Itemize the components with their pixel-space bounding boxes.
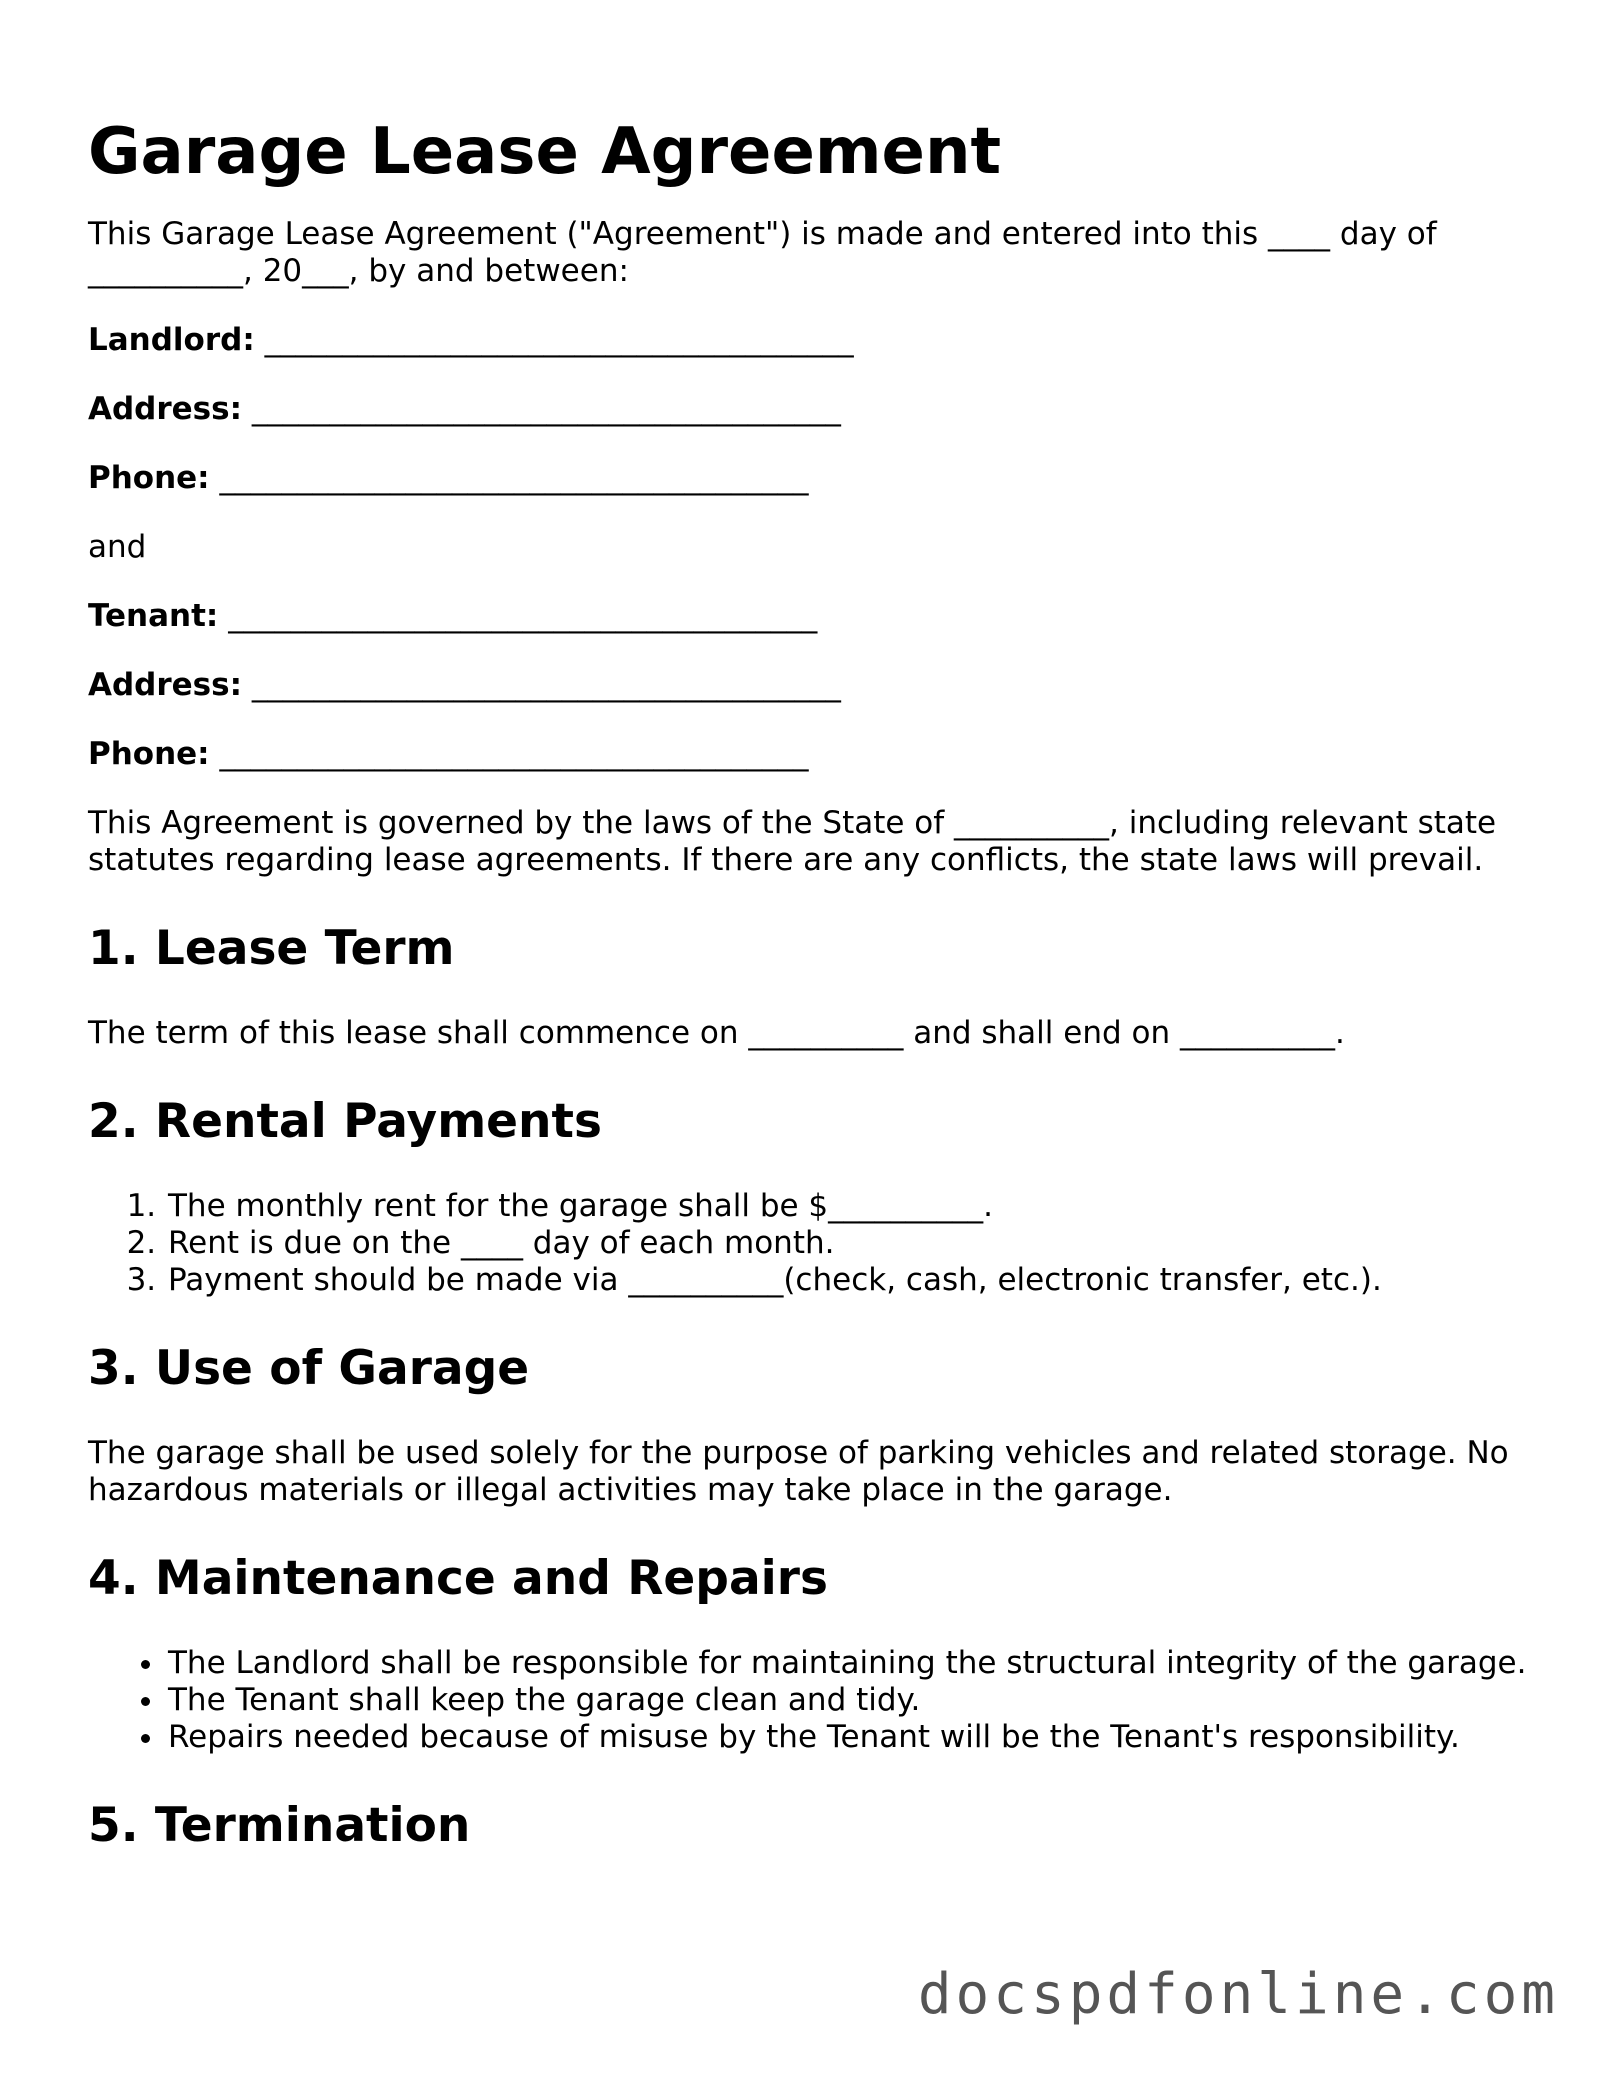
rental-payments-list bbox=[88, 1188, 1528, 1299]
landlord-address-blank: ______________________________________ bbox=[251, 391, 841, 427]
tenant-address-field bbox=[88, 667, 1528, 704]
lease-term-paragraph: The term of this lease shall commence on __________ and shall end on __________. bbox=[88, 1015, 1345, 1051]
landlord-address-label: Address: bbox=[88, 391, 242, 427]
intro-paragraph: This Garage Lease Agreement ("Agreement") is made and entered into this ____ day of __________, 20___, by and between: bbox=[88, 216, 1437, 289]
section-heading-lease-term: 1. Lease Term bbox=[88, 921, 455, 976]
document-page bbox=[88, 110, 1528, 1892]
section-heading-use-of-garage: 3. Use of Garage bbox=[88, 1341, 530, 1396]
site-watermark: docspdfonline.com bbox=[917, 1962, 1559, 2027]
conjunction-text: and bbox=[88, 529, 147, 565]
use-of-garage-paragraph: The garage shall be used solely for the purpose of parking vehicles and related storage. No hazardous materials or illegal activities may take place in the garage. bbox=[88, 1435, 1509, 1508]
list-item: • Repairs needed because of misuse by the Tenant will be the Tenant's responsibility. bbox=[166, 1719, 1528, 1756]
tenant-phone-field bbox=[88, 736, 1528, 773]
tenant-phone-blank: ______________________________________ bbox=[219, 736, 809, 772]
landlord-phone-blank: ______________________________________ bbox=[219, 460, 809, 496]
list-item: • The Landlord shall be responsible for maintaining the structural integrity of the garage. bbox=[166, 1645, 1528, 1682]
landlord-name-blank: ______________________________________ bbox=[264, 322, 854, 358]
maintenance-list bbox=[88, 1645, 1528, 1756]
tenant-name-blank: ______________________________________ bbox=[228, 598, 818, 634]
section-heading-maintenance: 4. Maintenance and Repairs bbox=[88, 1551, 828, 1606]
tenant-address-label: Address: bbox=[88, 667, 242, 703]
section-heading-termination: 5. Termination bbox=[88, 1798, 471, 1853]
landlord-name-label: Landlord: bbox=[88, 322, 255, 358]
landlord-name-field bbox=[88, 322, 1528, 359]
document-title: Garage Lease Agreement bbox=[88, 115, 1002, 189]
list-item: 3. Payment should be made via __________(check, cash, electronic transfer, etc.). bbox=[166, 1262, 1528, 1299]
tenant-name-label: Tenant: bbox=[88, 598, 219, 634]
landlord-phone-label: Phone: bbox=[88, 460, 210, 496]
landlord-address-field bbox=[88, 391, 1528, 428]
tenant-address-blank: ______________________________________ bbox=[251, 667, 841, 703]
section-heading-rental-payments: 2. Rental Payments bbox=[88, 1094, 602, 1149]
tenant-phone-label: Phone: bbox=[88, 736, 210, 772]
list-item: 2. Rent is due on the ____ day of each month. bbox=[166, 1225, 1528, 1262]
governing-law-paragraph: This Agreement is governed by the laws of the State of __________, including relevant state statutes regarding lease agreements. If there are any conflicts, the state laws will prevail. bbox=[88, 805, 1497, 878]
list-item: • The Tenant shall keep the garage clean and tidy. bbox=[166, 1682, 1528, 1719]
tenant-name-field bbox=[88, 598, 1528, 635]
list-item: 1. The monthly rent for the garage shall be $__________. bbox=[166, 1188, 1528, 1225]
landlord-phone-field bbox=[88, 460, 1528, 497]
